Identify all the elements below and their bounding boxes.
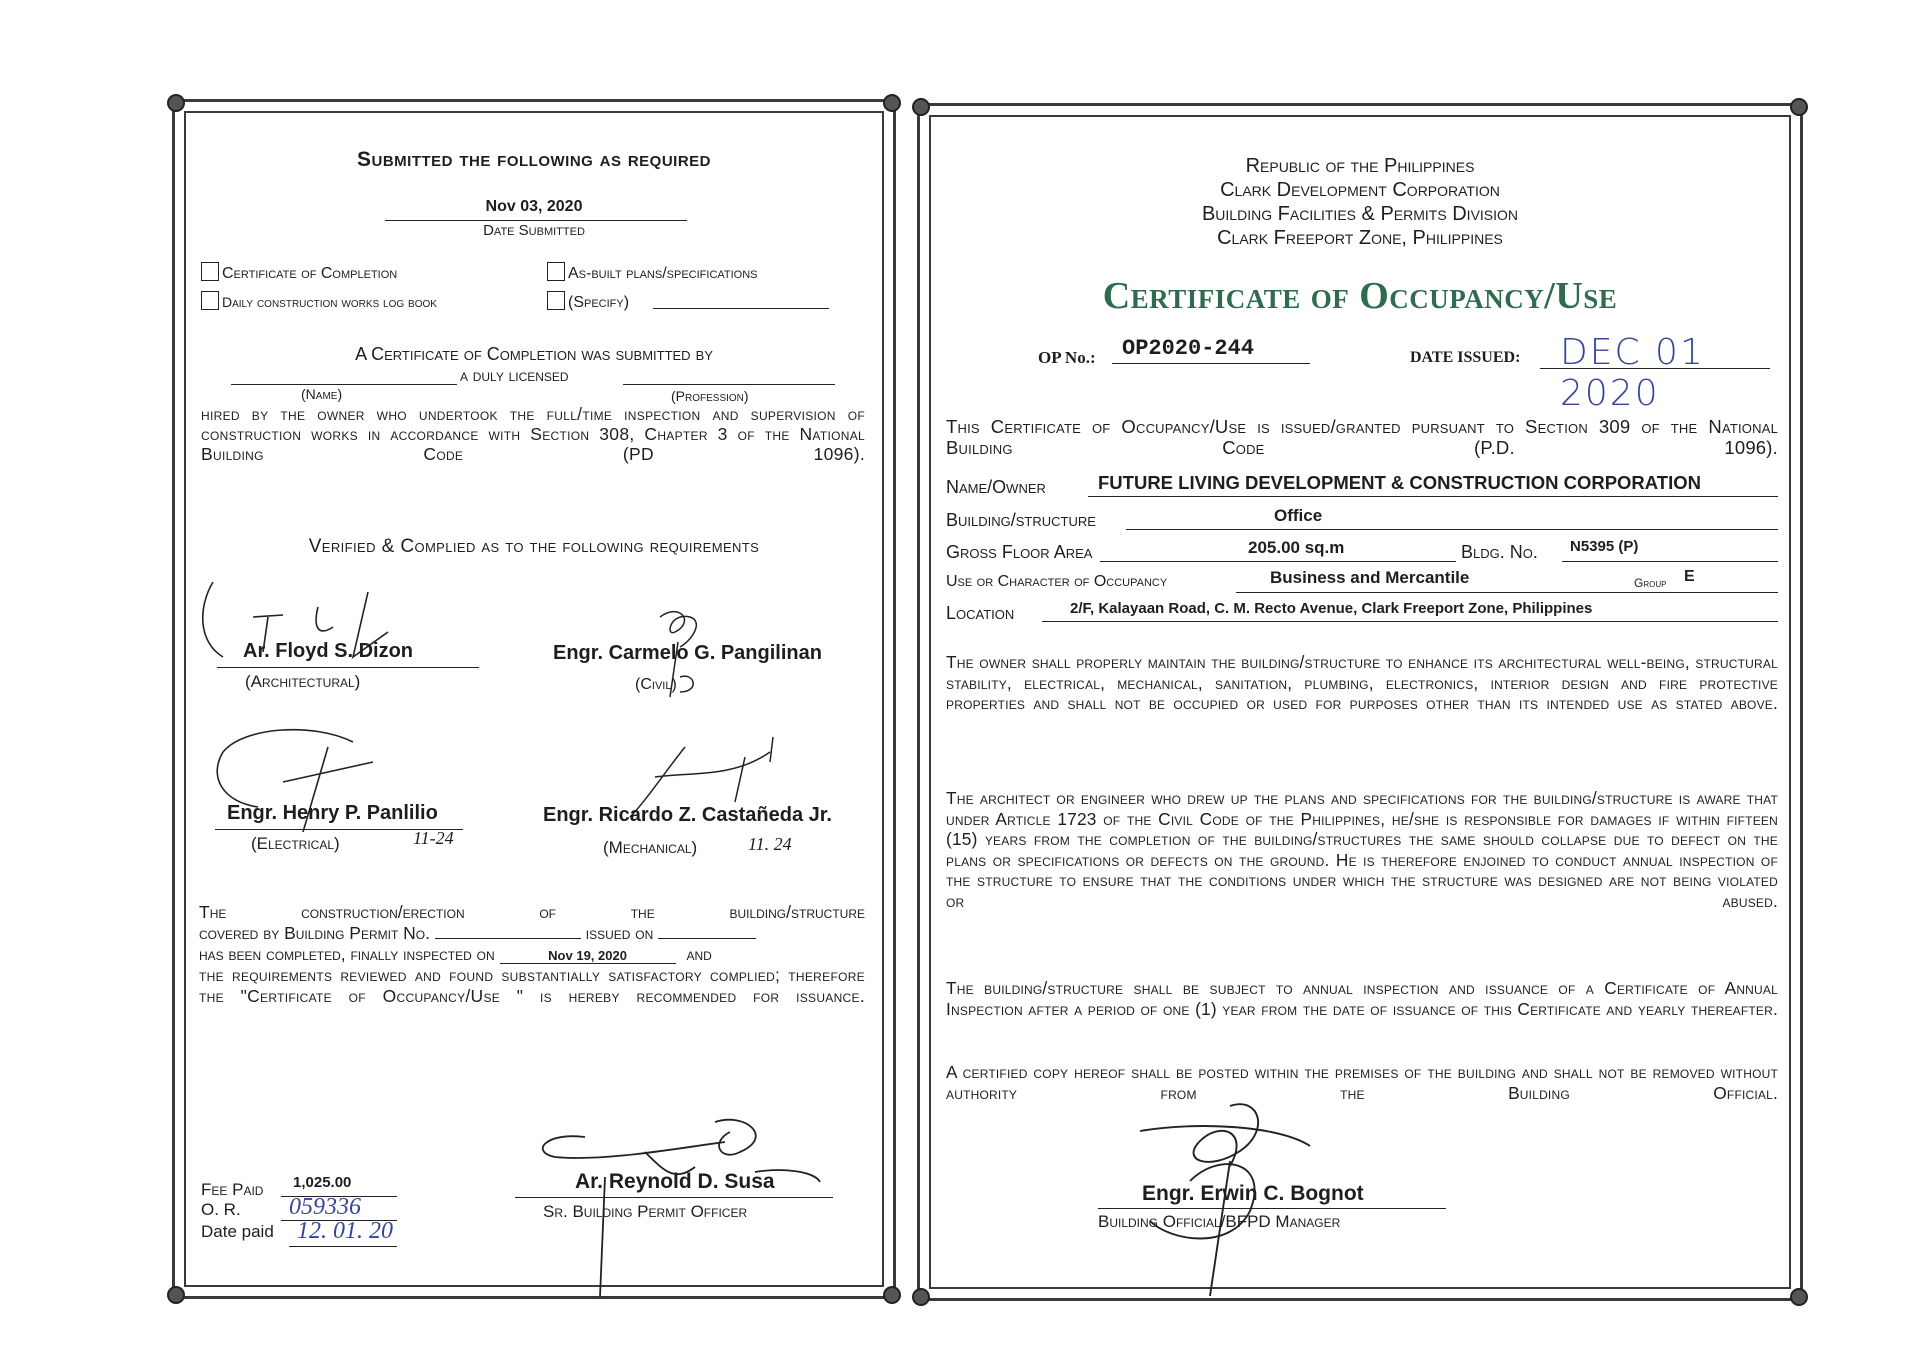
submitted-heading: Submitted the following as required [357, 148, 711, 171]
gfa-value: 205.00 sq.m [1248, 538, 1345, 557]
use-value: Business and Mercantile [1270, 568, 1470, 587]
bldg-no-label: Bldg. No. [1461, 542, 1538, 562]
bldg-no-value: N5395 (P) [1570, 538, 1639, 555]
date-issued-stamp: DEC 01 2020 [1560, 332, 1705, 414]
signatory-electrical-name: Engr. Henry P. Panlilio [227, 802, 438, 824]
checkbox-daily-log-book[interactable]: Daily construction works log book [201, 291, 437, 310]
architect-responsibility-paragraph: The architect or engineer who drew up the plans and specifications for the building/structure is aware that under Article 1723 of the Civil Code of the Philippines, he/she is responsible for damages if within fifteen (15) years from the completion of the building/structures the same should collapse due to defect on the plans or specifications or defects on the ground. He is therefore enjoined to conduct annual inspection of the structure to ensure that the conditions under which the structure was designed are not being violated or abused. [946, 788, 1778, 911]
building-label: Building/structure [946, 510, 1096, 530]
signatory-mechanical-date-note: 11. 24 [748, 834, 792, 854]
inspected-date: Nov 19, 2020 [500, 948, 676, 964]
use-label: Use or Character of Occupancy [946, 573, 1168, 590]
completion-form-page [172, 99, 896, 1299]
checkbox-square[interactable] [201, 291, 219, 310]
corner-rivet [912, 98, 930, 116]
hired-paragraph: hired by the owner who undertook the full/time inspection and supervision of construction works in accordance with Section 308, Chapter 3 of the National Building Code (PD 1096). [201, 404, 865, 464]
date-paid-label: Date paid [201, 1222, 274, 1241]
checkbox-square[interactable] [201, 262, 219, 281]
certificate-page [917, 103, 1803, 1301]
owner-value: FUTURE LIVING DEVELOPMENT & CONSTRUCTION CORPORATION [1098, 472, 1701, 493]
certified-copy-paragraph: A certified copy hereof shall be posted within the premises of the building and shall not be removed without authority from the Building Official. [946, 1062, 1778, 1103]
inner-border [184, 111, 884, 1287]
signatory-civil-role: (Civil) [635, 676, 677, 693]
corner-rivet [1790, 98, 1808, 116]
header-line-1: Republic of the Philippines [1245, 155, 1475, 177]
location-value: 2/F, Kalayaan Road, C. M. Recto Avenue, Clark Freeport Zone, Philippines [1070, 600, 1593, 617]
op-number-label: OP No.: [1038, 348, 1096, 367]
officer-name: Ar. Reynold D. Susa [575, 1170, 775, 1193]
or-label: O. R. [201, 1200, 241, 1219]
officer-title: Sr. Building Permit Officer [543, 1202, 748, 1221]
annual-inspection-paragraph: The building/structure shall be subject to annual inspection and issuance of a Certificate of Annual Inspection after a period of one (1) year from the date of issuance of this Certificate and yearly thereafter. [946, 978, 1778, 1019]
op-number-value: OP2020-244 [1122, 336, 1255, 361]
header-line-2: Clark Development Corporation [1220, 179, 1500, 201]
official-name: Engr. Erwin C. Bognot [1142, 1182, 1364, 1205]
checkbox-certificate-of-completion[interactable]: Certificate of Completion [201, 262, 397, 283]
checkbox-square[interactable] [547, 291, 565, 310]
date-issued-label: DATE ISSUED: [1410, 349, 1521, 366]
signatory-architectural-name: Ar. Floyd S. Dizon [243, 640, 414, 662]
fee-paid-value: 1,025.00 [293, 1174, 352, 1191]
date-paid-value: 12. 01. 20 [297, 1218, 393, 1244]
corner-rivet [883, 94, 901, 112]
checkbox-specify[interactable]: (Specify) [547, 291, 629, 312]
official-title: Building Official/BFPD Manager [1098, 1212, 1341, 1231]
signatory-mechanical-name: Engr. Ricardo Z. Castañeda Jr. [543, 804, 832, 826]
owner-maintenance-paragraph: The owner shall properly maintain the building/structure to enhance its architectural well-being, structural stability, electrical, mechanical, sanitation, plumbing, electronics, interior design and fire protective properties and shall not be occupied or used for purposes other than its intended use as stated above. [946, 652, 1778, 713]
checkbox-as-built-plans[interactable]: As-built plans/specifications [547, 262, 758, 283]
group-label: Group [1634, 576, 1667, 590]
group-value: E [1684, 568, 1695, 585]
corner-rivet [883, 1286, 901, 1304]
verified-heading: Verified & Complied as to the following requirements [308, 536, 760, 557]
location-label: Location [946, 603, 1015, 623]
construction-line-1: The construction/erection of the building/structure [199, 902, 865, 922]
construction-line-2: covered by Building Permit No. issued on [199, 923, 865, 944]
construction-line-4: the requirements reviewed and found substantially satisfactory complied; therefore the "Certificate of Occupancy/Use " is hereby recommended for issuance. [199, 965, 865, 1006]
corner-rivet [912, 1288, 930, 1306]
header-line-3: Building Facilities & Permits Division [1201, 203, 1519, 225]
signatory-architectural-role: (Architectural) [245, 672, 361, 691]
checkbox-square[interactable] [547, 262, 565, 281]
profession-label: (Profession) [671, 388, 749, 404]
date-submitted-label: Date Submitted [483, 222, 585, 239]
corner-rivet [167, 1286, 185, 1304]
certificate-title: Certificate of Occupancy/Use [1102, 275, 1618, 317]
completion-intro: A Certificate of Completion was submitted by [355, 344, 713, 364]
corner-rivet [167, 94, 185, 112]
header-line-4: Clark Freeport Zone, Philippines [1217, 227, 1503, 249]
corner-rivet [1790, 1288, 1808, 1306]
signatory-mechanical-role: (Mechanical) [603, 838, 698, 857]
building-value: Office [1274, 506, 1323, 525]
intro-paragraph: This Certificate of Occupancy/Use is issued/granted pursuant to Section 309 of the National Building Code (P.D. 1096). [946, 416, 1778, 458]
signatory-civil-name: Engr. Carmelo G. Pangilinan [553, 642, 822, 664]
gfa-label: Gross Floor Area [946, 542, 1093, 562]
owner-label: Name/Owner [946, 477, 1046, 497]
fee-paid-label: Fee Paid [201, 1180, 264, 1199]
signatory-electrical-date-note: 11-24 [413, 828, 454, 848]
name-label: (Name) [301, 386, 343, 402]
duly-licensed: a duly licensed [460, 366, 569, 385]
construction-line-3: has been completed, finally inspected on Nov 19, 2020 and [199, 944, 712, 964]
signatory-electrical-role: (Electrical) [251, 834, 340, 853]
or-value: 059336 [289, 1194, 361, 1220]
date-submitted-value: Nov 03, 2020 [485, 198, 583, 215]
